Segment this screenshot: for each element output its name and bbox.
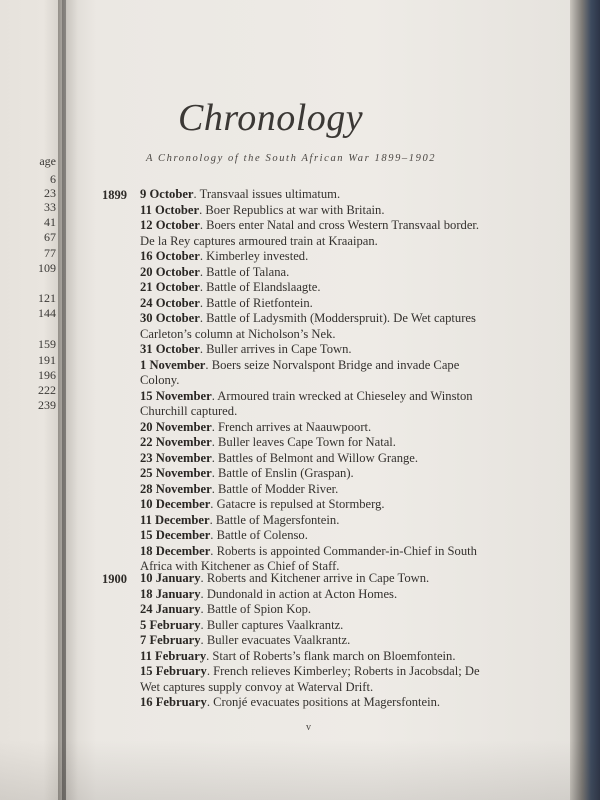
chronology-entry [140, 544, 570, 575]
entry-date: 24 October [140, 295, 200, 310]
toc-page-number: 159 [38, 337, 56, 351]
chronology-entry [140, 497, 570, 513]
entry-text: . Battle of Rietfontein. [199, 295, 313, 310]
chronology-entry [140, 358, 570, 389]
entry-text: . Battles of Belmont and Willow Grange. [211, 450, 419, 465]
toc-page-number: 77 [44, 246, 56, 260]
toc-page-number: 222 [38, 383, 56, 397]
entry-text: . Boers seize Norvalspont Bridge and invade Cape [205, 357, 460, 372]
entry-date: 10 December [140, 497, 211, 511]
entry-date: 22 November [140, 435, 212, 449]
entry-text: . Battle of Modder River. [211, 481, 339, 496]
chronology-entry [140, 280, 570, 296]
chronology-entry [140, 296, 570, 312]
toc-page-number: 196 [38, 368, 56, 382]
toc-page-number: 41 [44, 215, 56, 229]
entry-text: . Buller evacuates Vaalkrantz. [200, 633, 351, 647]
entry-date: 11 October [140, 202, 200, 217]
entry-text: . Battle of Enslin (Graspan). [211, 466, 354, 480]
entry-date: 12 October [140, 218, 200, 232]
chronology-entry [140, 389, 570, 420]
chronology-entry [140, 618, 570, 634]
entry-date: 24 January [140, 602, 201, 616]
entry-continuation: Wet captures supply convoy at Waterval Drift. [140, 679, 374, 694]
entry-date: 20 November [140, 419, 212, 434]
entry-date: 20 October [140, 264, 200, 279]
entry-date: 30 October [140, 311, 200, 325]
year-label-1900: 1900 [102, 572, 127, 586]
toc-page-number: 239 [38, 398, 56, 412]
entry-text: . Battle of Talana. [199, 264, 290, 279]
entry-date: 15 February [140, 664, 207, 678]
entry-date: 5 February [140, 617, 201, 632]
entry-date: 11 December [140, 512, 210, 527]
entries-1899 [140, 187, 570, 575]
page-subtitle: A Chronology of the South African War 1899–1902 [146, 153, 437, 164]
entry-date: 31 October [140, 342, 200, 356]
chronology-entry [140, 664, 570, 695]
entry-continuation: Africa with Kitchener as Chief of Staff. [140, 559, 340, 573]
entry-date: 1 November [140, 357, 206, 372]
entry-text: . Buller leaves Cape Town for Natal. [211, 435, 396, 449]
page-title: Chronology [178, 97, 364, 139]
entry-date: 9 October [140, 187, 194, 201]
entry-text: . Cronjé evacuates positions at Magersfontein. [206, 695, 441, 709]
entry-text: . Boers enter Natal and cross Western Transvaal border. [199, 218, 480, 232]
entry-text: . Kimberley invested. [199, 249, 309, 263]
entry-date: 25 November [140, 466, 212, 480]
entry-date: 7 February [140, 633, 201, 647]
toc-page-number: 121 [38, 291, 56, 305]
year-label-1899: 1899 [102, 188, 127, 202]
entry-text: . Buller captures Vaalkrantz. [200, 617, 344, 632]
toc-page-number: 144 [38, 306, 56, 320]
chronology-entry [140, 602, 570, 618]
entry-continuation: Colony. [140, 373, 180, 387]
chronology-entry [140, 265, 570, 281]
entry-date: 16 February [140, 695, 207, 709]
entry-date: 21 October [140, 280, 200, 294]
entry-text: . Battle of Elandslaagte. [199, 280, 321, 294]
book-cover-edge [570, 0, 600, 800]
chronology-entry [140, 451, 570, 467]
toc-header-fragment: age [39, 154, 56, 168]
entry-date: 18 January [140, 586, 201, 601]
page-folio: v [306, 722, 311, 733]
entry-continuation: Churchill captured. [140, 404, 238, 418]
chronology-entry [140, 571, 570, 587]
entry-text: . Armoured train wrecked at Chieseley and Winston [211, 388, 473, 403]
toc-page-number: 6 [50, 172, 56, 186]
entry-text: . Buller arrives in Cape Town. [199, 342, 352, 356]
entry-date: 10 January [140, 571, 201, 585]
chronology-entry [140, 311, 570, 342]
entry-text: . Roberts and Kitchener arrive in Cape Town. [200, 571, 430, 585]
entry-text: . Dundonald in action at Acton Homes. [200, 586, 398, 601]
chronology-entry [140, 218, 570, 249]
entry-text: . Battle of Spion Kop. [200, 602, 312, 616]
entry-continuation: Carleton’s column at Nicholson’s Nek. [140, 326, 336, 341]
entries-1900 [140, 571, 570, 711]
chronology-entry [140, 528, 570, 544]
chronology-entry [140, 435, 570, 451]
entry-text: . Start of Roberts’s flank march on Bloemfontein. [206, 648, 456, 663]
entry-date: 18 December [140, 543, 211, 558]
chronology-entry [140, 249, 570, 265]
entry-text: . French arrives at Naauwpoort. [211, 419, 372, 434]
entry-date: 15 November [140, 388, 212, 403]
entry-continuation: De la Rey captures armoured train at Kraaipan. [140, 233, 378, 248]
toc-page-number: 191 [38, 353, 56, 367]
entry-text: . Battle of Magersfontein. [209, 512, 340, 527]
book-gutter-shadow [58, 0, 78, 800]
toc-page-number: 33 [44, 200, 56, 214]
previous-page-strip [0, 0, 62, 800]
entry-date: 15 December [140, 528, 211, 542]
entry-date: 28 November [140, 481, 212, 496]
entry-text: . French relieves Kimberley; Roberts in Jacobsdal; De [206, 664, 480, 678]
entry-date: 23 November [140, 450, 212, 465]
entry-text: . Roberts is appointed Commander-in-Chief in South [210, 543, 477, 558]
toc-page-number: 23 [44, 186, 56, 200]
entry-text: . Gatacre is repulsed at Stormberg. [210, 497, 385, 511]
chronology-entry [140, 633, 570, 649]
entry-text: . Boer Republics at war with Britain. [199, 202, 385, 217]
chronology-entry [140, 649, 570, 665]
entry-text: . Battle of Ladysmith (Modderspruit). De Wet captures [199, 311, 476, 325]
chronology-entry [140, 420, 570, 436]
entry-date: 11 February [140, 648, 207, 663]
chronology-entry [140, 513, 570, 529]
chronology-entry [140, 342, 570, 358]
entry-text: . Battle of Colenso. [210, 528, 308, 542]
chronology-entry [140, 187, 570, 203]
chronology-entry [140, 466, 570, 482]
entry-date: 16 October [140, 249, 200, 263]
chronology-entry [140, 482, 570, 498]
chronology-entry [140, 587, 570, 603]
toc-page-number: 109 [38, 261, 56, 275]
chronology-entry [140, 203, 570, 219]
chronology-entry [140, 695, 570, 711]
entry-text: . Transvaal issues ultimatum. [193, 187, 341, 201]
toc-page-number: 67 [44, 230, 56, 244]
